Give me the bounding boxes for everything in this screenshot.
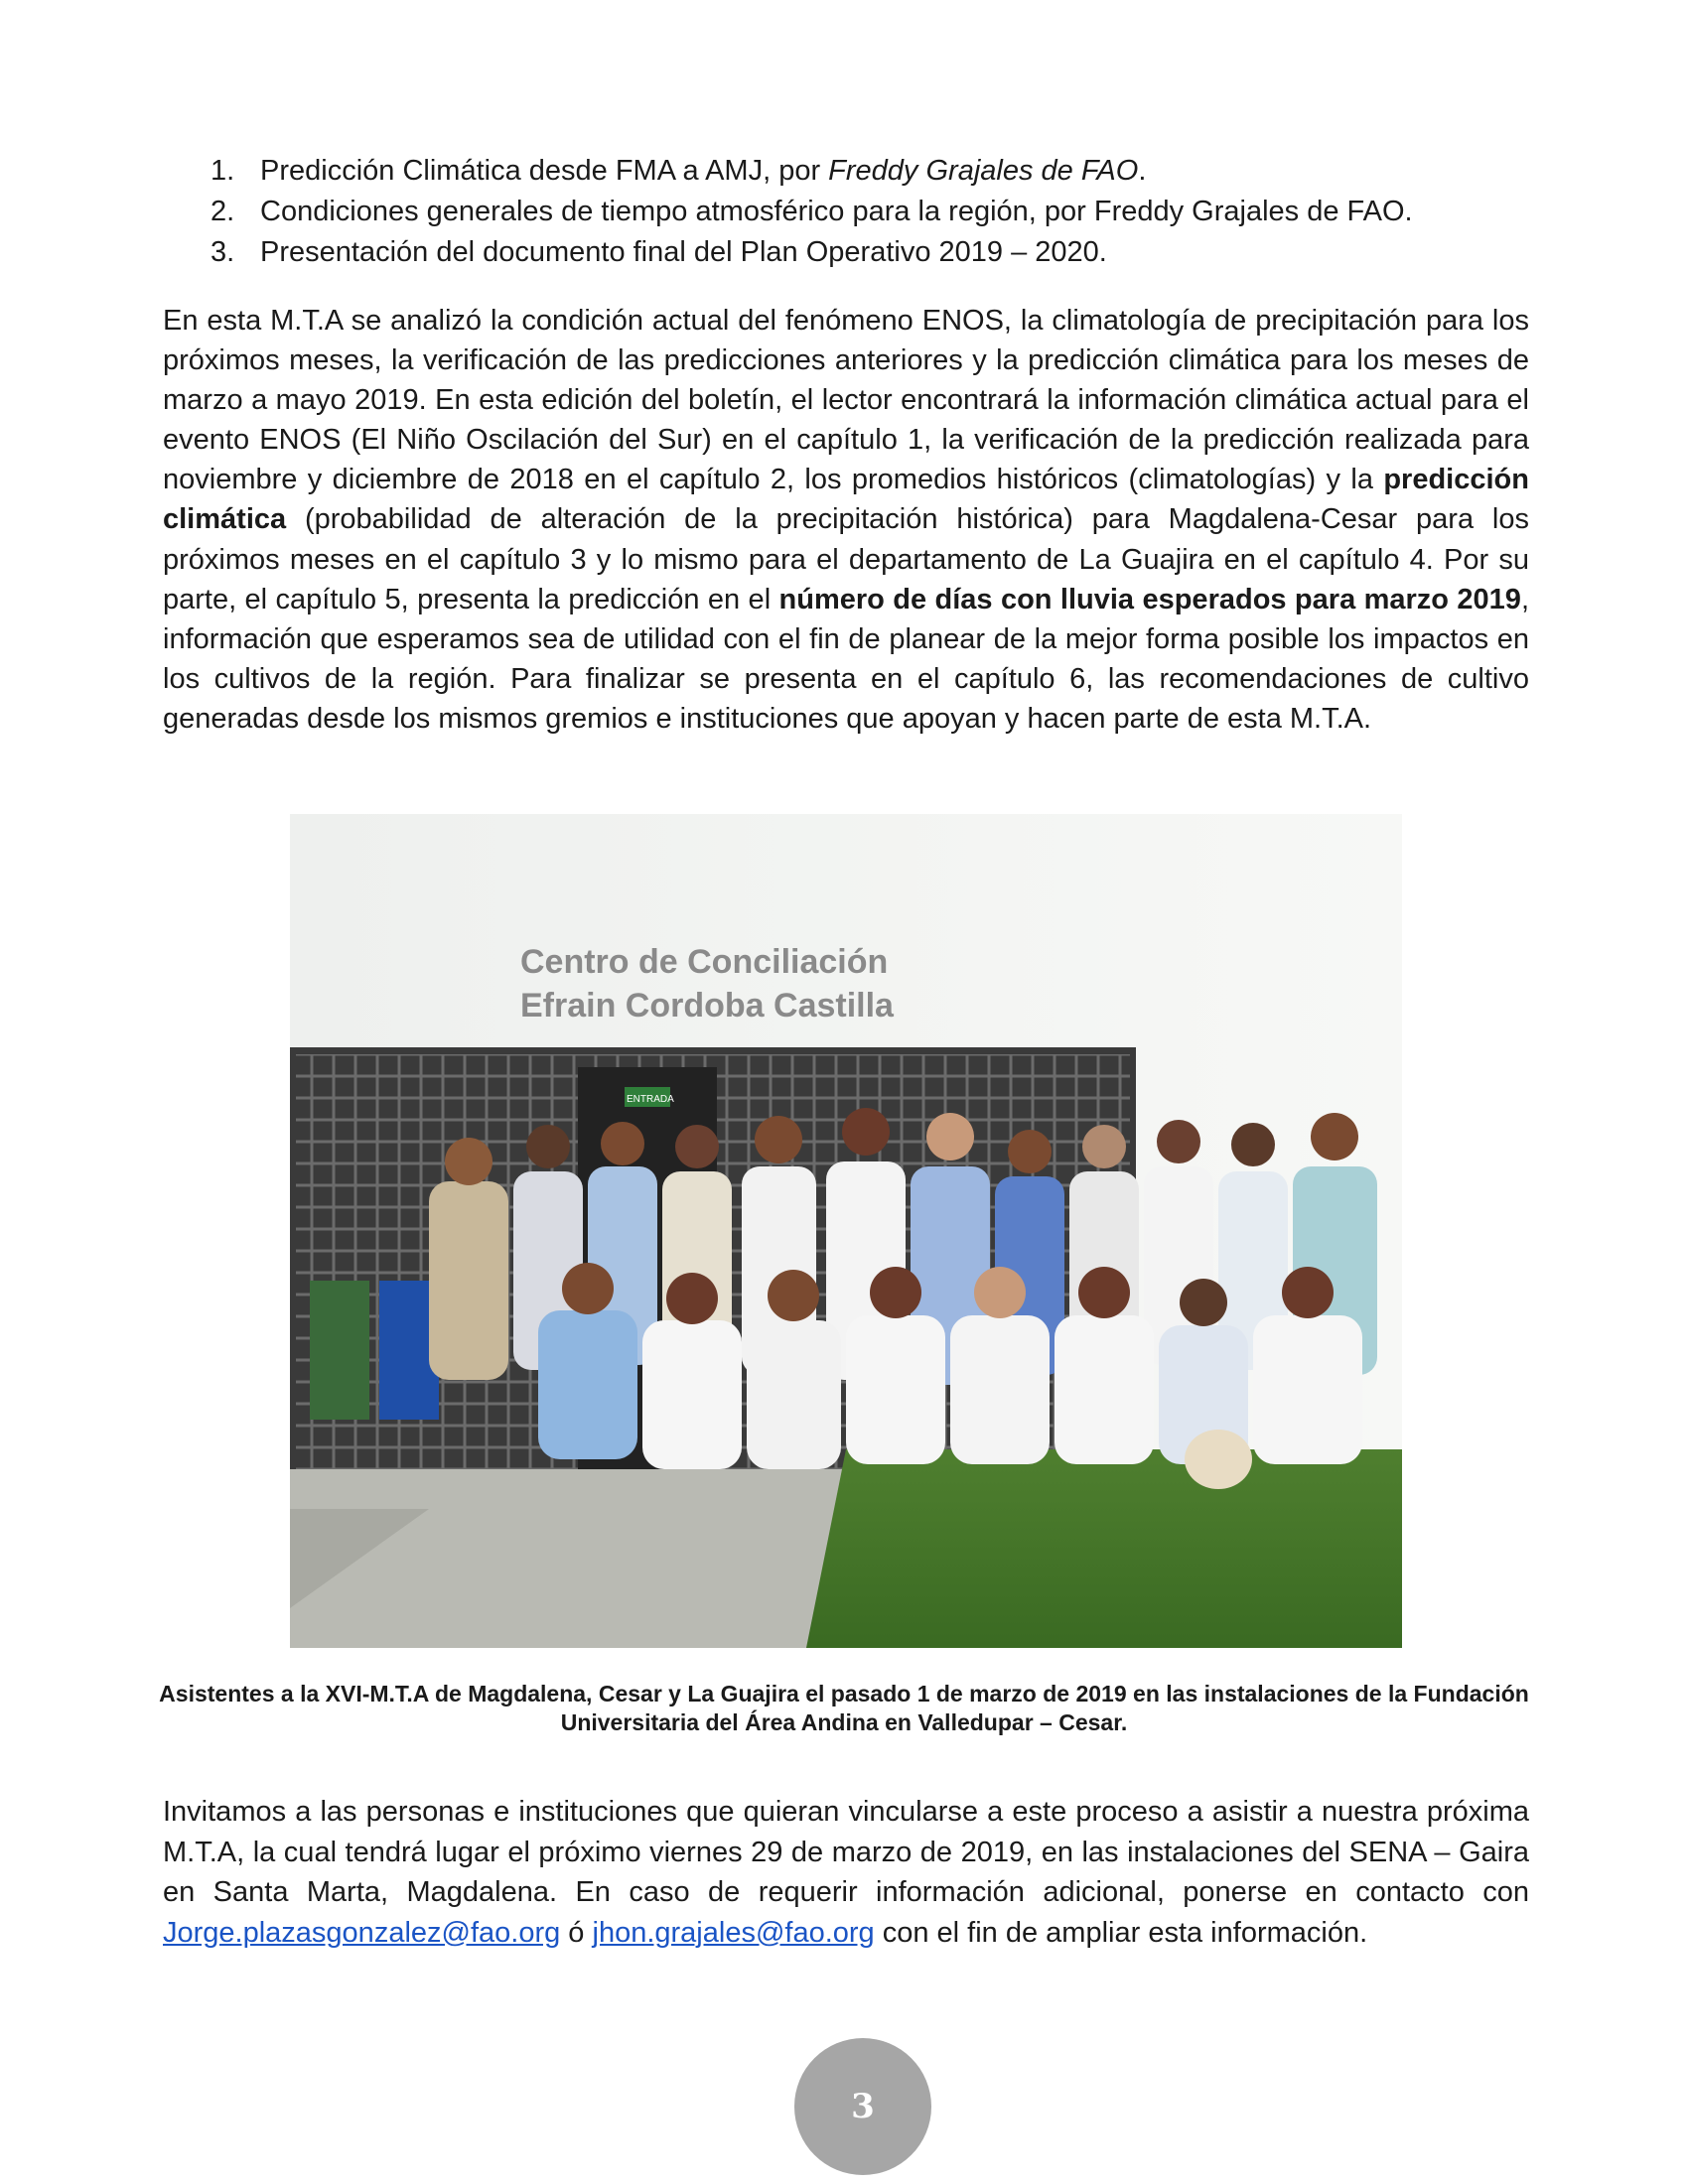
intro-bold-dias-lluvia: número de días con lluvia esperados para marzo 2019	[778, 583, 1521, 615]
agenda-text: Condiciones generales de tiempo atmosférico para la región, por Freddy Grajales de FAO.	[260, 196, 1413, 227]
agenda-list	[211, 151, 1541, 273]
intro-bold-prediccion: predicción climática	[163, 464, 1529, 536]
group-photo	[290, 814, 1402, 1648]
agenda-presenter: Freddy Grajales de FAO	[828, 155, 1139, 187]
invite-text: Invitamos a las personas e instituciones que quieran vincularse a este proceso a asistir a nuestra próxima M.T.A, la cual tendrá lugar el próximo viernes 29 de marzo de 2019, en las instalaciones del SENA – Gaira en Santa Marta, Magdalena. En caso de requerir información adicional, ponerse en contacto con	[163, 1796, 1529, 1908]
agenda-number: 1.	[211, 155, 235, 187]
agenda-item	[211, 232, 1541, 273]
sign-line-1: Centro de Conciliación	[520, 943, 889, 981]
invite-text: con el fin de ampliar esta información.	[874, 1916, 1368, 1949]
invite-text: ó	[560, 1916, 593, 1949]
agenda-item	[211, 192, 1541, 232]
page-number-badge: 3	[794, 2038, 931, 2175]
invite-paragraph	[163, 1792, 1529, 1953]
sign-line-2: Efrain Cordoba Castilla	[520, 987, 894, 1024]
email-link-jhon[interactable]: jhon.grajales@fao.org	[592, 1916, 875, 1949]
agenda-text: Presentación del documento final del Plan Operativo 2019 – 2020.	[260, 236, 1107, 268]
email-link-jorge[interactable]: Jorge.plazasgonzalez@fao.org	[163, 1916, 561, 1949]
agenda-period: .	[1138, 155, 1147, 187]
intro-paragraph	[163, 301, 1529, 739]
agenda-item	[211, 151, 1541, 192]
intro-text: , información que esperamos sea de utilidad con el fin de planear de la mejor forma posible los impactos en los cultivos de la región. Para finalizar se presenta en el capítulo 6, las recomendaciones de cultivo generadas desde los mismos gremios e instituciones que apoyan y hacen parte de esta M.T.A.	[163, 583, 1529, 735]
agenda-text: Predicción Climática desde FMA a AMJ, por	[260, 155, 829, 187]
door-sign: ENTRADA	[627, 1094, 674, 1105]
agenda-number: 2.	[211, 196, 235, 227]
intro-text: (probabilidad de alteración de la precipitación histórica) para Magdalena-Cesar para los próximos meses en el capítulo 3 y lo mismo para el departamento de La Guajira en el capítulo 4. Por su parte, el capítulo 5, presenta la predicción en el	[163, 503, 1529, 615]
agenda-number: 3.	[211, 236, 235, 268]
intro-text: En esta M.T.A se analizó la condición actual del fenómeno ENOS, la climatología de precipitación para los próximos meses, la verificación de las predicciones anteriores y la predicción climática para los meses de marzo a mayo 2019. En esta edición del boletín, el lector encontrará la información climática actual para el evento ENOS (El Niño Oscilación del Sur) en el capítulo 1, la verificación de la predicción realizada para noviembre y diciembre de 2018 en el capítulo 2, los promedios históricos (climatologías) y la	[163, 305, 1529, 496]
photo-caption: Asistentes a la XVI-M.T.A de Magdalena, Cesar y La Guajira el pasado 1 de marzo de 2019 en las instalaciones de la Fundación Universitaria del Área Andina en Valledupar – Cesar.	[159, 1681, 1529, 1735]
